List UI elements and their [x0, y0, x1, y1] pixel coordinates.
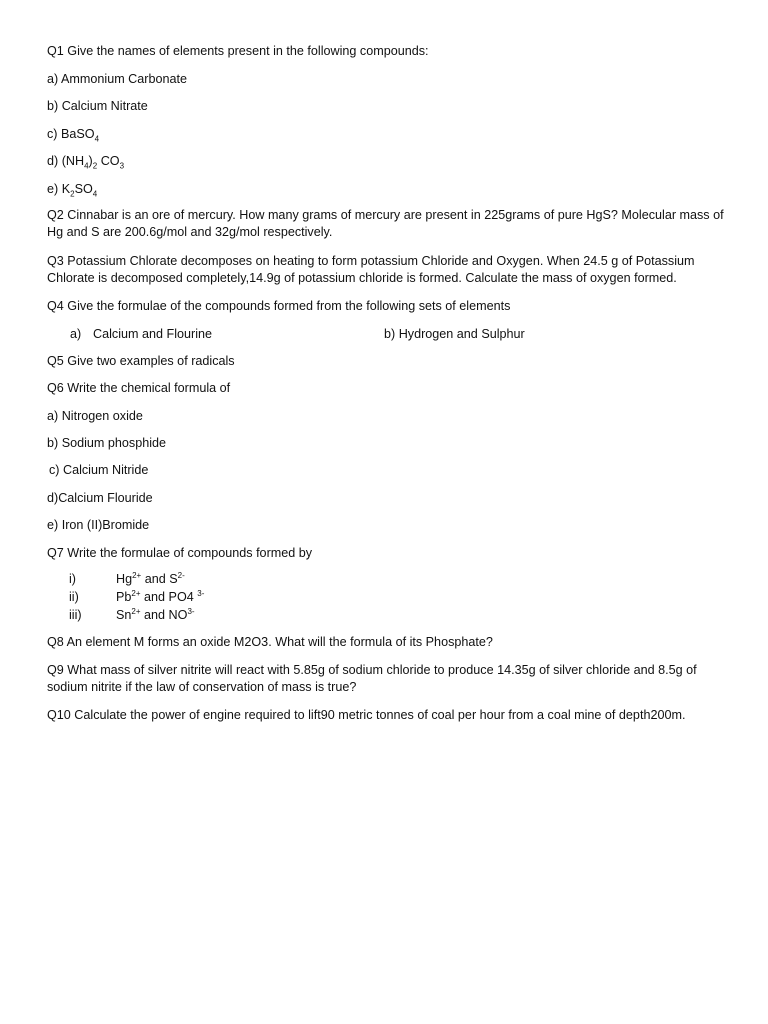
q4-option-a: Calcium and Flourine [93, 327, 212, 341]
q7-item-marker: iii) [69, 608, 82, 622]
q6-option-b: b) Sodium phosphide [47, 436, 167, 450]
q1-question: Q1 Give the names of elements present in the following compounds: [47, 44, 429, 58]
q6-question: Q6 Write the chemical formula of [47, 381, 231, 395]
q6-option-d: d)Calcium Flouride [47, 491, 153, 505]
q6-option-e: e) Iron (II)Bromide [47, 518, 150, 532]
q7-question: Q7 Write the formulae of compounds formed by [47, 546, 313, 560]
q6-option-a: a) Nitrogen oxide [47, 409, 143, 423]
q1-option-d: d) $(NH_4)_2$ $CO_3$ [47, 154, 125, 171]
q9-question: Q9 What mass of silver nitrite will react with 5.85g of sodium chloride to produce 14.35g of silver chloride and 8.5g of sodium nitrite if the law of conservation of mass is true? [47, 663, 697, 694]
q3-question: Q3 Potassium Chlorate decomposes on heating to form potassium Chloride and Oxygen. When 24.5 g of Potassium Chlorate is decomposed completely,14.9g of potassium chloride is formed. Calculate the mass of oxygen formed. [47, 254, 695, 285]
q7-item: $Hg^{2+}$ and $S^{2-}$ [116, 570, 185, 586]
q10-question: Q10 Calculate the power of engine required to lift90 metric tonnes of coal per hour from a coal mine of depth200m. [47, 708, 686, 722]
q7-item: $Sn^{2+}$ and $NO^{3-}$ [116, 606, 195, 622]
q6-option-c: c) Calcium Nitride [49, 463, 149, 477]
q7-item-marker: i) [69, 572, 76, 586]
q4-option-b: b) Hydrogen and Sulphur [384, 327, 525, 341]
q4-question: Q4 Give the formulae of the compounds formed from the following sets of elements [47, 299, 511, 313]
q4-option-a-marker: a) [70, 327, 82, 341]
q1-option-a: a) Ammonium Carbonate [47, 72, 187, 86]
q1-option-e: e) $K_2SO_4$ [47, 182, 98, 199]
q1-option-c: c) BaSO$_4$ [47, 127, 100, 144]
q8-question: Q8 An element M forms an oxide M2O3. What will the formula of its Phosphate? [47, 635, 493, 649]
q2-question: Q2 Cinnabar is an ore of mercury. How many grams of mercury are present in 225grams of pure HgS? Molecular mass of Hg and S are 200.6g/mol and 32g/mol respectively. [47, 208, 724, 239]
q5-question: Q5 Give two examples of radicals [47, 354, 235, 368]
q1-option-b: b) Calcium Nitrate [47, 99, 148, 113]
q7-item: $Pb^{2+}$ and PO4 $^{3-}$ [116, 588, 205, 604]
q7-item-marker: ii) [69, 590, 79, 604]
